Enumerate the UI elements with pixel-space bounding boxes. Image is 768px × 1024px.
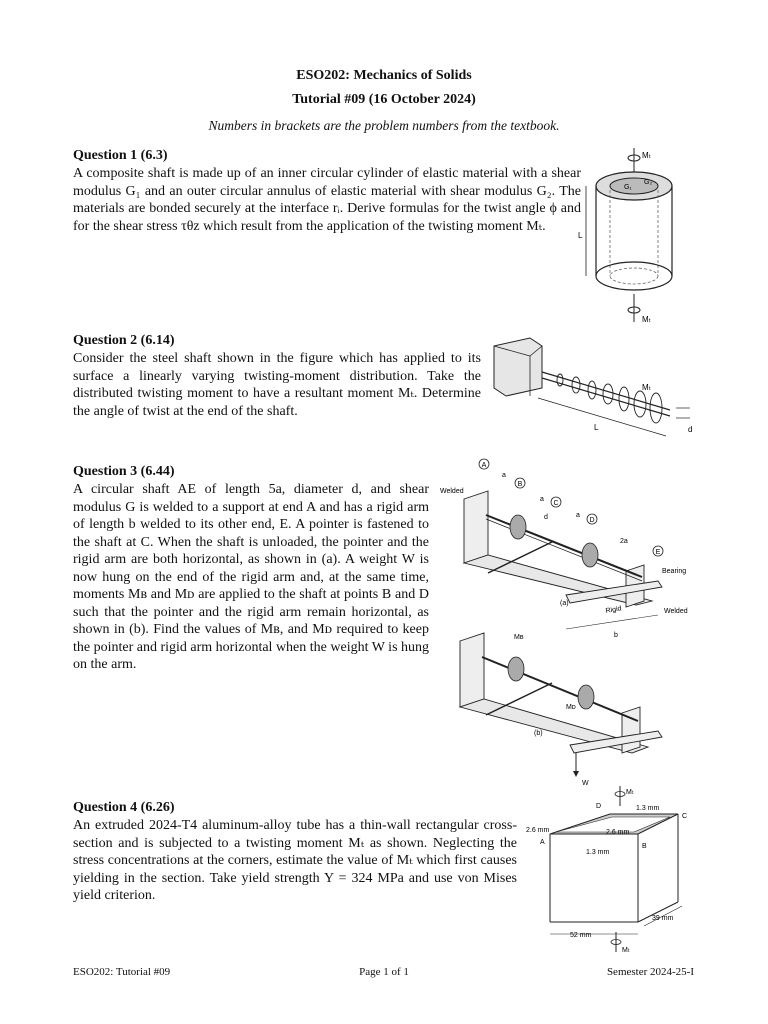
q4-corner-b: B [642, 843, 647, 850]
q4-dim-52: 52 mm [570, 932, 592, 939]
q4-dim-26-mid: 2.6 mm [606, 829, 630, 836]
footer-right: Semester 2024-25-I [606, 966, 694, 978]
question-4-heading: Question 4 (6.26) [73, 800, 175, 815]
figure-q3-shaft-pointer [436, 455, 698, 789]
q3-md-label: Mᴅ [566, 704, 576, 711]
footer-left: ESO202: Tutorial #09 [73, 966, 171, 978]
q3-dim-a3: a [576, 512, 580, 519]
q3-point-c: C [553, 500, 559, 507]
question-3-body: A circular shaft AE of length 5a, diameter d, and shear modulus G is welded to a support at end A and has a rigid arm of length b welded to its other end, E. A pointer is fastened to the shaft at C. When the shaft is unloaded, the pointer and the rigid arm are both horizontal, as shown in (a). A weight W is now hung on the end of the rigid arm and, at the same time, moments Mʙ and Mᴅ are applied to the shaft at points B and D such that the pointer and the rigid arm remain horizontal, as shown in (b). Find the values of Mʙ, and Mᴅ required to keep the pointer and rigid arm horizontal when the weight W is hung on the arm. [73, 482, 430, 672]
q3-mb-label: Mʙ [514, 634, 524, 641]
q4-corner-a: A [540, 839, 545, 846]
question-2-heading: Question 2 (6.14) [73, 333, 175, 348]
q1-top-moment-label: Mₜ [642, 151, 652, 160]
q3-dim-a2: a [540, 496, 544, 503]
question-3-heading: Question 3 (6.44) [73, 464, 175, 479]
q4-dim-13-top: 1.3 mm [636, 805, 660, 812]
q3-dim-2a: 2a [620, 538, 628, 545]
q3-point-a: A [481, 462, 487, 469]
figure-q1-composite-cylinder [578, 146, 692, 326]
question-1-body: A composite shaft is made up of an inner circular cylinder of elastic material with a shear modulus G₁ and an outer circular annulus of elastic material with shear modulus G₂. The materials are bonded securely at the interface rᵢ. Derive formulas for the twist angle ϕ and for the shear stress τθz which result from the application of the twisting moment Mₜ. [73, 166, 581, 234]
document-subtitle: Tutorial #09 (16 October 2024) [292, 92, 476, 107]
q2-moment-label: Mₜ [642, 383, 652, 392]
q3-dim-a1: a [502, 472, 506, 479]
q3-dim-d-a: d [544, 514, 548, 521]
q3-point-b: B [517, 481, 523, 488]
figure-q4-rectangular-tube [526, 782, 702, 956]
q3-point-d: D [589, 517, 595, 524]
q4-bottom-moment-label: Mₜ [622, 947, 630, 954]
question-4-body: An extruded 2024-T4 aluminum-alloy tube has a thin-wall rectangular cross-section and is subjected to a twisting moment Mₜ as shown. Neglecting the stress concentrations at the corners, estimate the value of Mₜ which first causes yielding in the section. Take yield strength Y = 324 MPa and use von Mises yield criterion. [73, 818, 517, 903]
footer-center: Page 1 of 1 [359, 966, 409, 978]
q3-rigid-label: Rigid [605, 605, 623, 615]
q4-dim-39: 39 mm [652, 915, 674, 922]
q4-corner-d: D [596, 803, 602, 810]
q4-dim-13-bottom: 1.3 mm [586, 849, 610, 856]
q3-welded-label: Welded [440, 488, 464, 495]
q1-g2-label: G₂ [644, 179, 653, 186]
q3-bearing-label: Bearing [662, 568, 687, 575]
q3-label-b: (b) [534, 730, 543, 737]
q1-g1-label: G₁ [624, 184, 632, 191]
q1-bottom-moment-label: Mₜ [642, 315, 652, 324]
q3-point-e: E [655, 549, 661, 556]
q3-label-a: (a) [560, 600, 569, 607]
q4-dim-26-left: 2.6 mm [526, 827, 550, 834]
question-1-heading: Question 1 (6.3) [73, 148, 168, 163]
document-note: Numbers in brackets are the problem numbers from the textbook. [208, 118, 560, 133]
q2-diameter-label: d [688, 425, 693, 434]
q3-dim-b: b [614, 632, 618, 639]
figure-q2-steel-shaft [490, 332, 700, 444]
q4-corner-c: C [682, 813, 688, 820]
question-2-body: Consider the steel shaft shown in the figure which has applied to its surface a linearly varying twisting-moment distribution. Take the distributed twisting moment to have a resultant moment Mₜ. Determine the angle of twist at the end of the shaft. [73, 351, 481, 419]
document-title: ESO202: Mechanics of Solids [296, 68, 472, 83]
q4-top-moment-label: Mₜ [626, 789, 634, 796]
q2-length-label: L [594, 423, 599, 432]
q1-length-label: L [578, 231, 583, 240]
q3-weight-label: W [582, 780, 589, 787]
q3-welded-end-label: Welded [664, 608, 688, 615]
